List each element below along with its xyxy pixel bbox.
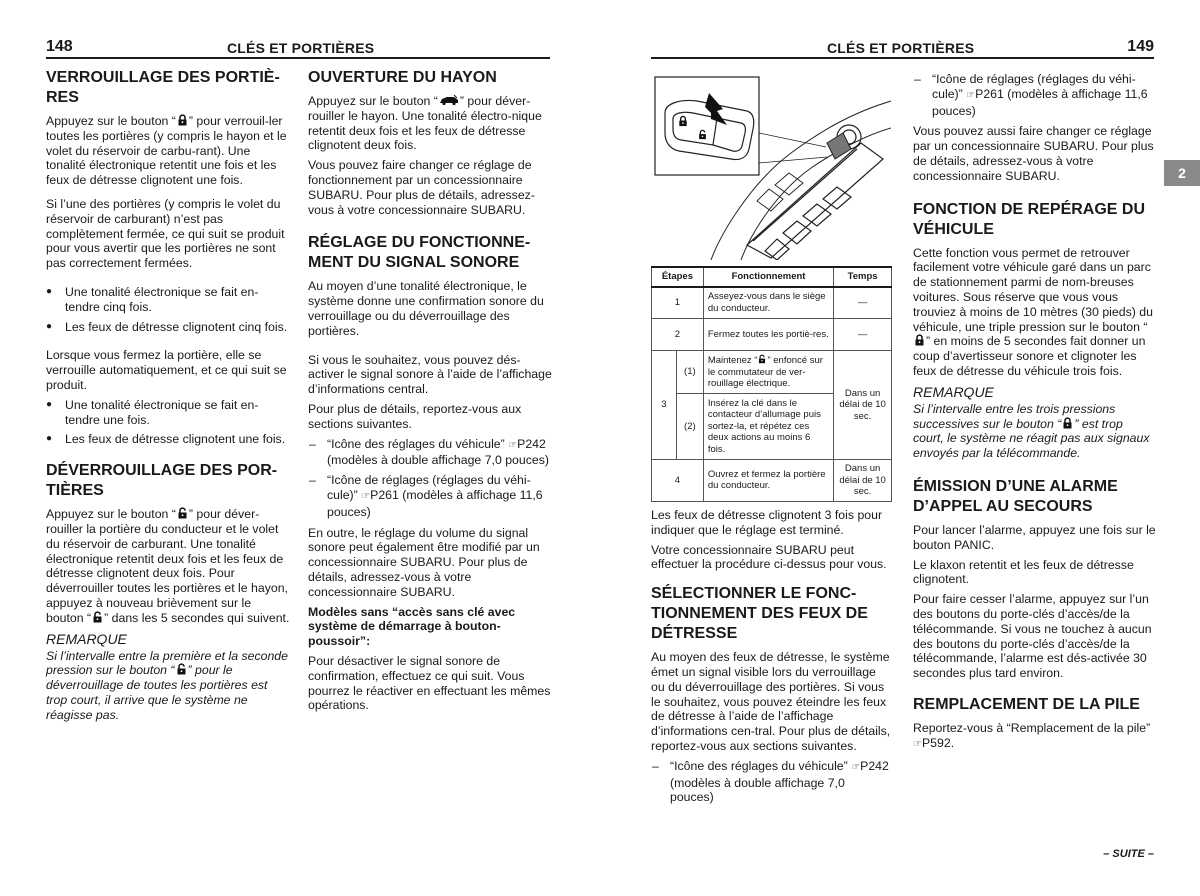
paragraph: En outre, le réglage du volume du signal sonore peut également être modifié par un concessionnaire SUBARU. Pour plus de détails, adressez-vous à votre concessionnaire SUBARU. — [308, 525, 540, 599]
paragraph: Pour plus de détails, reportez-vous aux sections suivantes. — [308, 401, 522, 431]
list-item: ● Les feux de détresse clignotent cinq fois. — [46, 320, 290, 335]
page-ref-icon: ☞ — [508, 439, 518, 451]
heading-vehicle-locator: FONCTION DE REPÉRAGE DU VÉHICULE — [913, 200, 1146, 238]
unlock-icon — [757, 354, 767, 364]
column-2 — [308, 68, 552, 718]
operation-cell: Maintenez “ ” enfoncé sur le commutateur de ver-rouillage électrique. — [703, 351, 833, 394]
page-number-left: 148 — [46, 38, 73, 55]
paragraph: Le klaxon retentit et les feux de détresse clignotent. — [913, 557, 1134, 587]
paragraph: Reportez-vous à “Remplacement de la pile” ☞P592. — [913, 720, 1151, 750]
paragraph: Appuyez sur le bouton “ ” pour verrouil-ler toutes les portières (y compris le hayon et le volet du réservoir de carbu-rant). Une tonalité électronique retentit une fois et les feux de détresse clignotent une fois. — [46, 114, 287, 188]
paragraph: Appuyez sur le bouton “ ” pour déver-rouiller le hayon. Une tonalité électro-nique retentit deux fois et les feux de détresse clignotent deux fois. — [308, 94, 542, 153]
paragraph: Au moyen des feux de détresse, le système émet un signal visible lors du verrouillage ou du déverrouillage des portières. Si vous le souhaitez, vous pouvez éteindre les feux de détresse à l’aide de l’affichage d’informations cen-tral. Pour plus de détails, reportez-vous aux sections suivantes. — [651, 650, 891, 753]
heading-door-unlocking: DÉVERROUILLAGE DES POR-TIÈRES — [46, 462, 278, 500]
page-ref-icon: ☞ — [361, 490, 371, 502]
list-item: ● Les feux de détresse clignotent une fois. — [46, 432, 290, 447]
page-number-right: 149 — [1127, 38, 1154, 55]
unlock-icon — [175, 663, 188, 675]
dash-list — [308, 437, 552, 520]
table-header-cell: Temps — [834, 267, 892, 287]
paragraph: Lorsque vous fermez la portière, elle se verrouille automatiquement, et ce qui suit se produit. — [46, 348, 287, 392]
column-1 — [46, 68, 290, 729]
table-header-cell: Fonctionnement — [703, 267, 833, 287]
paragraph: Si vous le souhaitez, vous pouvez dés-activer le signal sonore à l’aide de l’affichage d’informations central. — [308, 352, 552, 397]
lock-icon — [1061, 417, 1074, 429]
list-item: ● Une tonalité électronique se fait en-tendre une fois. — [46, 398, 290, 428]
paragraph: Au moyen d’une tonalité électronique, le système donne une confirmation sonore du verrouillage ou du déverrouillage des portières. — [308, 279, 544, 338]
table-row — [652, 319, 892, 351]
operation-cell: Ouvrez et fermez la portière du conducteur. — [703, 460, 833, 502]
procedure-table — [651, 266, 892, 502]
list-item: – “Icône de réglages (réglages du véhi-cule)” ☞P261 (modèles à affichage 11,6 pouces) — [308, 473, 552, 519]
page-header-right — [651, 37, 1154, 59]
lock-icon — [176, 114, 189, 126]
continued-footer: – SUITE – — [1103, 848, 1154, 860]
list-item: – “Icône des réglages du véhicule” ☞P242 (modèles à double affichage 7,0 pouces) — [651, 759, 891, 805]
page-title-right: CLÉS ET PORTIÈRES — [827, 40, 975, 56]
step-cell: 3 — [652, 351, 677, 460]
chapter-tab: 2 — [1164, 160, 1200, 186]
operation-cell: Asseyez-vous dans le siège du conducteur. — [703, 287, 833, 319]
table-row — [652, 351, 892, 394]
remark-title: REMARQUE — [46, 630, 127, 647]
operation-cell: Fermez toutes les portiè-res. — [703, 319, 833, 351]
page-ref-icon: ☞ — [966, 89, 976, 101]
paragraph: Pour faire cesser l’alarme, appuyez sur l’un des boutons du porte-clés d’accès/de la télécommande. Si vous ne touchez à aucun des boutons du porte-clés d’accès/de la télécommande, l’alarme est dés-activée 30 secondes plus tard environ. — [913, 592, 1152, 681]
remark-text: Si l’intervalle entre la première et la seconde pression sur le bouton “ ” pour le déverrouillage de toutes les portières est trop court, il arrive que le système ne réagisse pas. — [46, 648, 288, 722]
bullet-list — [46, 285, 290, 334]
hatch-icon — [438, 94, 460, 106]
heading-battery-replacement: REMPLACEMENT DE LA PILE — [913, 695, 1140, 713]
unlock-icon — [176, 507, 189, 519]
table-row — [652, 287, 892, 319]
column-3 — [651, 508, 891, 819]
page-ref-icon: ☞ — [851, 761, 861, 773]
step-cell: 2 — [652, 319, 704, 351]
remark-title: REMARQUE — [913, 383, 994, 400]
paragraph: Vous pouvez aussi faire changer ce réglage par un concessionnaire SUBARU. Pour plus de détails, adressez-vous à votre concessionnaire SUBARU. — [913, 124, 1154, 183]
list-item: – “Icône de réglages (réglages du véhi-cule)” ☞P261 (modèles à affichage 11,6 pouces) — [913, 72, 1157, 118]
bold-paragraph: Modèles sans “accès sans clé avec système de démarrage à bouton-poussoir”: — [308, 604, 516, 649]
list-item: ● Une tonalité électronique se fait en-tendre cinq fois. — [46, 285, 290, 315]
bullet-list — [46, 398, 290, 447]
time-cell: Dans un délai de 10 sec. — [834, 460, 892, 502]
paragraph: Appuyez sur le bouton “ ” pour déver-rouiller la portière du conducteur et le volet du réservoir de carburant. Une tonalité électronique retentit deux fois et les feux de détresse clignotent deux fois. Pour déverrouiller toutes les portières et le hayon, appuyez à nouveau brièvement sur le bouton “ ” dans les 5 secondes qui suivent. — [46, 507, 290, 625]
column-4 — [913, 72, 1157, 758]
page-ref-icon: ☞ — [913, 738, 922, 750]
operation-cell: Insérez la clé dans le contacteur d’allumage puis sortez-la, et répétez ces deux actions au moins 6 fois. — [703, 394, 833, 460]
heading-hazard-lights: SÉLECTIONNER LE FONC-TIONNEMENT DES FEUX DE DÉTRESSE — [651, 585, 868, 643]
table-header-row — [652, 267, 892, 287]
paragraph: Pour lancer l’alarme, appuyez une fois sur le bouton PANIC. — [913, 522, 1156, 552]
paragraph: Cette fonction vous permet de retrouver facilement votre véhicule garé dans un parc de stationnement parmi de nom-breuses voitures. Sous réserve que vous vous trouviez à moins de 10 mètres (30 pieds) du véhicule, une triple pression sur le bouton “” en moins de 5 secondes fait donner un coup d’avertisseur sonore et clignoter les feux de détresse du véhicule trois fois. — [913, 245, 1153, 378]
remark-text: Si l’intervalle entre les trois pressions successives sur le bouton “ ” est trop court, le système ne réagit pas aux signaux envoyés par la télécommande. — [913, 401, 1150, 461]
step-cell: 4 — [652, 460, 704, 502]
lock-icon — [913, 334, 926, 346]
table-header-cell: Étapes — [652, 267, 704, 287]
list-item: – “Icône des réglages du véhicule” ☞P242 (modèles à double affichage 7,0 pouces) — [308, 437, 552, 469]
table-row — [652, 460, 892, 502]
step-cell: 1 — [652, 287, 704, 319]
dash-list — [913, 72, 1157, 118]
paragraph: Votre concessionnaire SUBARU peut effectuer la procédure ci-dessus pour vous. — [651, 542, 887, 572]
substep-cell: (2) — [676, 394, 703, 460]
time-cell: — — [834, 287, 892, 319]
heading-panic-alarm: ÉMISSION D’UNE ALARME D’APPEL AU SECOURS — [913, 477, 1118, 515]
heading-hatch-opening: OUVERTURE DU HAYON — [308, 69, 497, 86]
heading-door-locking: VERROUILLAGE DES PORTIÈ-RES — [46, 69, 280, 106]
paragraph: Vous pouvez faire changer ce réglage de fonctionnement par un concessionnaire SUBARU. Pour plus de détails, adressez-vous à votre concessionnaire SUBARU. — [308, 158, 535, 217]
unlock-icon — [91, 611, 104, 623]
time-cell: Dans un délai de 10 sec. — [834, 351, 892, 460]
page-header-left — [46, 37, 550, 59]
paragraph: Si l’une des portières (y compris le volet du réservoir de carburant) n’est pas complètement fermée, ce qui suit se produit pour vous avertir que les portières ne sont pas correctement fermées. — [46, 196, 285, 271]
paragraph: Pour désactiver le signal sonore de confirmation, effectuez ce qui suit. Vous pourrez le réactiver en effectuant les mêmes opérations. — [308, 653, 551, 713]
lock-switch-illustration — [651, 73, 891, 260]
dash-list — [651, 759, 891, 805]
paragraph: Les feux de détresse clignotent 3 fois pour indiquer que le réglage est terminé. — [651, 508, 883, 537]
time-cell: — — [834, 319, 892, 351]
page-title-left: CLÉS ET PORTIÈRES — [227, 40, 375, 56]
heading-sound-setting: RÉGLAGE DU FONCTIONNE-MENT DU SIGNAL SONORE — [308, 234, 531, 272]
substep-cell: (1) — [676, 351, 703, 394]
